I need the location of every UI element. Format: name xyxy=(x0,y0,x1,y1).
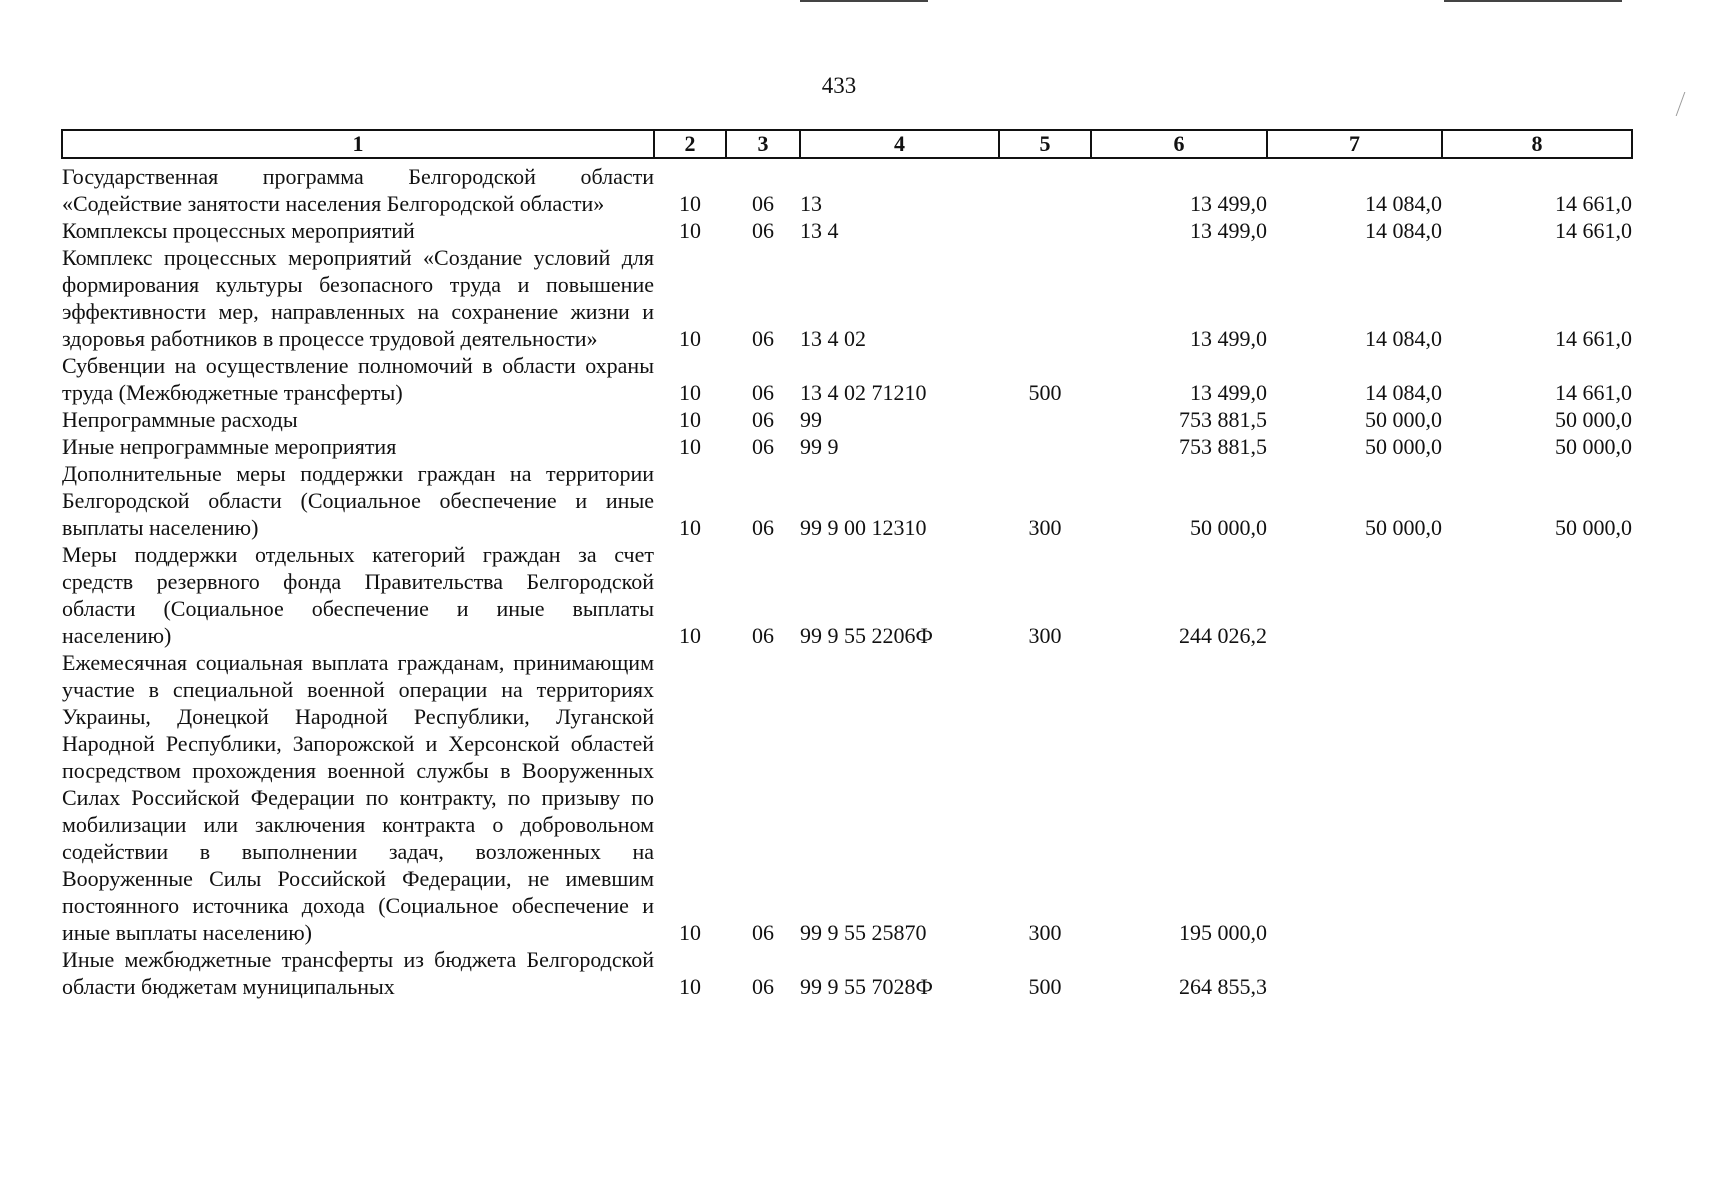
cell-amount-7: 14 084,0 xyxy=(1365,218,1442,243)
cell-subsection: 06 xyxy=(752,407,774,432)
cell-subsection: 06 xyxy=(752,920,774,945)
row-description: Непрограммные расходы xyxy=(62,407,298,432)
cell-amount-8: 50 000,0 xyxy=(1555,407,1632,432)
cell-expense-type xyxy=(999,433,1091,460)
cell-section: 10 xyxy=(679,407,701,432)
cell-amount-8: 14 661,0 xyxy=(1555,191,1632,216)
column-header: 1 xyxy=(62,130,654,158)
cell-expense-type: 500 xyxy=(1028,380,1062,405)
cell-amount-7: 50 000,0 xyxy=(1365,407,1442,432)
row-description: Комплекс процессных мероприятий «Создание условий для формирования культуры безопасного труда и повышение эффективности мер, направленных на сохранение жизни и здоровья работников в процессе трудовой деятельности» xyxy=(62,245,654,351)
cell-amount-8: 50 000,0 xyxy=(1555,515,1632,540)
cell-target-article: 13 4 xyxy=(800,218,839,243)
cell-amount-6: 195 000,0 xyxy=(1179,920,1267,945)
table-row xyxy=(62,217,1632,244)
cell-expense-type: 300 xyxy=(1028,920,1062,945)
row-description: Субвенции на осуществление полномочий в области охраны труда (Межбюджетные трансферты) xyxy=(62,353,654,405)
cell-amount-7: 50 000,0 xyxy=(1365,515,1442,540)
cell-amount-6: 13 499,0 xyxy=(1190,191,1267,216)
cell-amount-8 xyxy=(1442,946,1632,1000)
cell-amount-7 xyxy=(1267,946,1442,1000)
cell-section: 10 xyxy=(679,920,701,945)
cell-subsection: 06 xyxy=(752,974,774,999)
cell-amount-7: 14 084,0 xyxy=(1365,191,1442,216)
column-header: 2 xyxy=(654,130,726,158)
cell-subsection: 06 xyxy=(752,326,774,351)
cell-amount-6: 753 881,5 xyxy=(1179,407,1267,432)
cell-subsection: 06 xyxy=(752,218,774,243)
row-description: Государственная программа Белгородской области «Содействие занятости населения Белгородской области» xyxy=(62,164,654,216)
page-number: 433 xyxy=(821,73,857,98)
cell-amount-8: 14 661,0 xyxy=(1555,326,1632,351)
table-row xyxy=(62,541,1632,649)
row-description: Ежемесячная социальная выплата гражданам, принимающим участие в специальной военной операции на территориях Украины, Донецкой Народной Республики, Луганской Народной Республики, Запорожской и Херсонской областей посредством прохождения военной службы в Вооруженных Силах Российской Федерации по контракту, по призыву по мобилизации или заключения контракта о добровольном содействии в выполнении задач, возложенных на Вооруженные Силы Российской Федерации, не имевшим постоянного источника дохода (Социальное обеспечение и иные выплаты населению) xyxy=(62,650,654,945)
cell-subsection: 06 xyxy=(752,380,774,405)
scan-artifact-mark xyxy=(1676,92,1700,116)
cell-amount-6: 50 000,0 xyxy=(1190,515,1267,540)
column-header: 3 xyxy=(726,130,800,158)
cell-target-article: 99 9 xyxy=(800,434,839,459)
budget-table xyxy=(61,129,1633,1000)
cell-amount-6: 264 855,3 xyxy=(1179,974,1267,999)
scan-artifact-line xyxy=(800,0,928,2)
cell-amount-7 xyxy=(1267,541,1442,649)
cell-target-article: 99 9 55 2206Ф xyxy=(800,623,933,648)
cell-amount-7 xyxy=(1267,649,1442,946)
row-description: Меры поддержки отдельных категорий граждан за счет средств резервного фонда Правительства Белгородской области (Социальное обеспечение и иные выплаты населению) xyxy=(62,542,654,648)
table-row xyxy=(62,158,1632,217)
table-row xyxy=(62,649,1632,946)
cell-expense-type: 300 xyxy=(1028,515,1062,540)
cell-section: 10 xyxy=(679,623,701,648)
table-row xyxy=(62,460,1632,541)
row-description: Комплексы процессных мероприятий xyxy=(62,218,415,243)
cell-subsection: 06 xyxy=(752,515,774,540)
cell-amount-7: 50 000,0 xyxy=(1365,434,1442,459)
cell-amount-6: 13 499,0 xyxy=(1190,218,1267,243)
row-description: Иные непрограммные мероприятия xyxy=(62,434,397,459)
cell-amount-6: 753 881,5 xyxy=(1179,434,1267,459)
cell-amount-8 xyxy=(1442,541,1632,649)
cell-expense-type xyxy=(999,244,1091,352)
cell-section: 10 xyxy=(679,434,701,459)
column-header: 8 xyxy=(1442,130,1632,158)
column-header: 4 xyxy=(800,130,999,158)
cell-target-article: 13 4 02 xyxy=(800,326,866,351)
cell-section: 10 xyxy=(679,326,701,351)
cell-target-article: 99 9 55 7028Ф xyxy=(800,974,933,999)
row-description: Иные межбюджетные трансферты из бюджета Белгородской области бюджетам муниципальных xyxy=(62,947,654,999)
cell-amount-8: 50 000,0 xyxy=(1555,434,1632,459)
cell-amount-6: 244 026,2 xyxy=(1179,623,1267,648)
scan-artifact-line xyxy=(1444,0,1622,2)
cell-target-article: 99 xyxy=(800,407,822,432)
cell-section: 10 xyxy=(679,515,701,540)
row-description: Дополнительные меры поддержки граждан на территории Белгородской области (Социальное обеспечение и иные выплаты населению) xyxy=(62,461,654,540)
cell-subsection: 06 xyxy=(752,623,774,648)
cell-expense-type: 500 xyxy=(1028,974,1062,999)
cell-amount-8: 14 661,0 xyxy=(1555,380,1632,405)
cell-expense-type: 300 xyxy=(1028,623,1062,648)
table-row xyxy=(62,406,1632,433)
table-row xyxy=(62,433,1632,460)
cell-amount-6: 13 499,0 xyxy=(1190,326,1267,351)
cell-target-article: 99 9 55 25870 xyxy=(800,920,927,945)
cell-target-article: 99 9 00 12310 xyxy=(800,515,927,540)
cell-expense-type xyxy=(999,406,1091,433)
column-header: 5 xyxy=(999,130,1091,158)
table-row xyxy=(62,352,1632,406)
table-row xyxy=(62,244,1632,352)
cell-target-article: 13 xyxy=(800,191,822,216)
cell-subsection: 06 xyxy=(752,191,774,216)
cell-amount-7: 14 084,0 xyxy=(1365,380,1442,405)
cell-target-article: 13 4 02 71210 xyxy=(800,380,927,405)
cell-expense-type xyxy=(999,217,1091,244)
cell-section: 10 xyxy=(679,974,701,999)
cell-subsection: 06 xyxy=(752,434,774,459)
cell-section: 10 xyxy=(679,218,701,243)
column-header: 7 xyxy=(1267,130,1442,158)
cell-amount-7: 14 084,0 xyxy=(1365,326,1442,351)
cell-amount-8 xyxy=(1442,649,1632,946)
table-header-row xyxy=(62,130,1632,158)
table-row xyxy=(62,946,1632,1000)
cell-expense-type xyxy=(999,158,1091,217)
cell-amount-6: 13 499,0 xyxy=(1190,380,1267,405)
column-header: 6 xyxy=(1091,130,1267,158)
cell-amount-8: 14 661,0 xyxy=(1555,218,1632,243)
cell-section: 10 xyxy=(679,380,701,405)
cell-section: 10 xyxy=(679,191,701,216)
